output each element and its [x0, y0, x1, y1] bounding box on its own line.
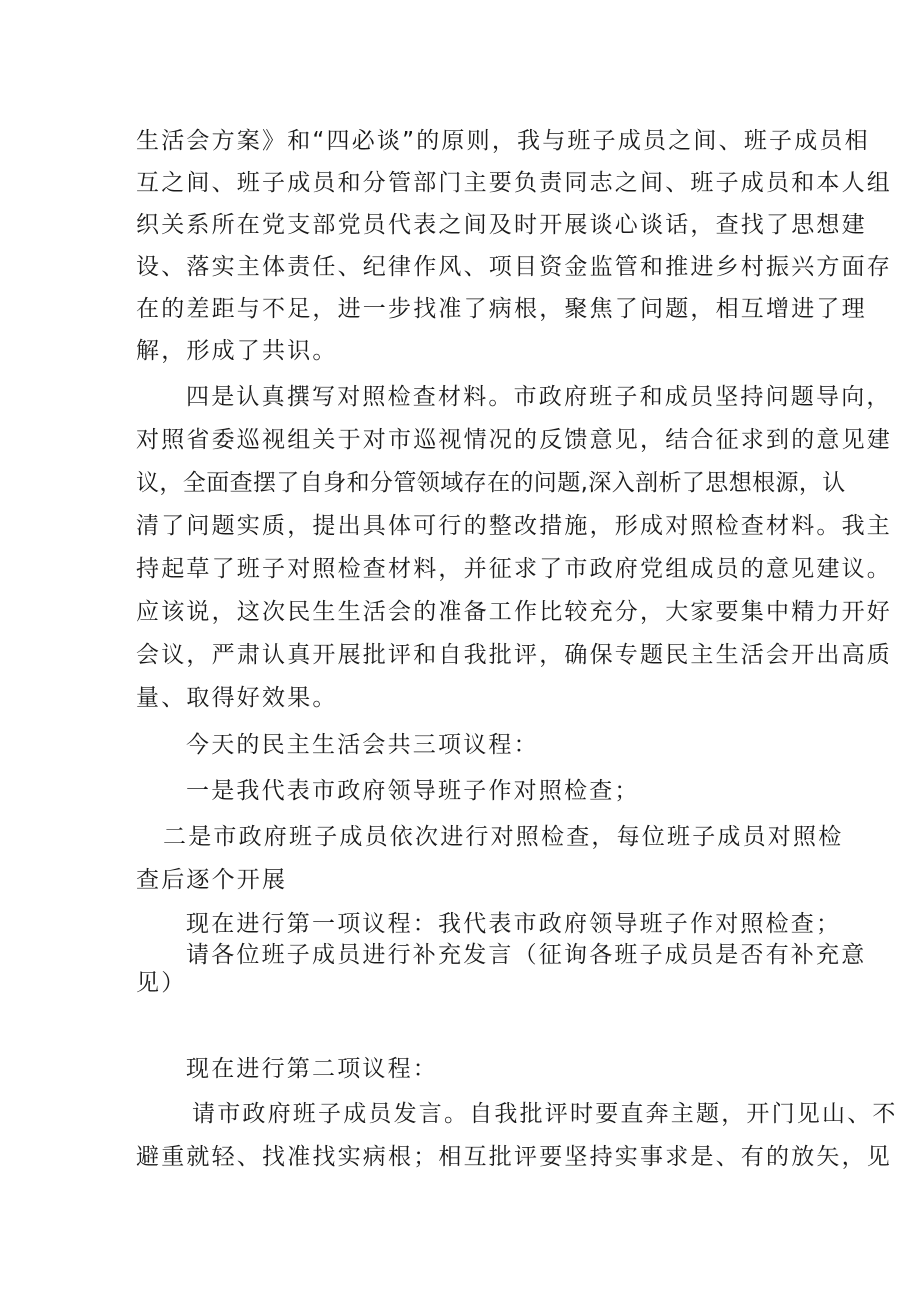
- text-line-20: 请各位班子成员进行补充发言（征询各班子成员是否有补充意: [186, 942, 867, 968]
- text-line-22: 现在进行第二项议程：: [186, 1056, 438, 1082]
- text-line-15: 今天的民主生活会共三项议程：: [186, 732, 539, 758]
- text-line-17: 二是市政府班子成员依次进行对照检查，每位班子成员对照检: [163, 824, 844, 850]
- text-line-7: 四是认真撰写对照检查材料。市政府班子和成员坚持问题导向，: [186, 384, 892, 410]
- text-line-3: 织关系所在党支部党员代表之间及时开展谈心谈话，查找了思想建: [136, 212, 867, 238]
- text-line-23: 请市政府班子成员发言。自我批评时要直奔主题，开门见山、不: [192, 1101, 898, 1127]
- text-line-6: 解，形成了共识。: [136, 338, 338, 364]
- text-line-2: 互之间、班子成员和分管部门主要负责同志之间、班子成员和本人组: [136, 170, 892, 196]
- text-line-5: 在的差距与不足，进一步找准了病根，聚焦了问题，相互增进了理: [136, 296, 867, 322]
- text-line-19: 现在进行第一项议程：我代表市政府领导班子作对照检查；: [186, 911, 842, 937]
- text-line-1: 生活会方案》和“四必谈”的原则，我与班子成员之间、班子成员相: [136, 128, 870, 154]
- text-line-4: 设、落实主体责任、纪律作风、项目资金监管和推进乡村振兴方面存: [136, 254, 892, 280]
- text-line-11: 持起草了班子对照检查材料，并征求了市政府党组成员的意见建议。: [136, 556, 892, 582]
- text-line-13: 会议，严肃认真开展批评和自我批评，确保专题民主生活会开出高质: [136, 642, 892, 668]
- text-line-8: 对照省委巡视组关于对市巡视情况的反馈意见，结合征求到的意见建: [136, 427, 892, 453]
- text-line-16: 一是我代表市政府领导班子作对照检查；: [186, 778, 640, 804]
- text-line-9: 议，全面查摆了自身和分管领域存在的问题,深入剖析了思想根源，认: [136, 470, 846, 496]
- text-line-14: 量、取得好效果。: [136, 685, 338, 711]
- text-line-12: 应该说，这次民生生活会的准备工作比较充分，大家要集中精力开好: [136, 599, 892, 625]
- text-line-21: 见）: [136, 970, 187, 996]
- text-line-24: 避重就轻、找准找实病根；相互批评要坚持实事求是、有的放矢，见: [136, 1144, 892, 1170]
- text-line-10: 清了问题实质，提出具体可行的整改措施，形成对照检查材料。我主: [136, 513, 892, 539]
- text-line-18: 查后逐个开展: [136, 867, 288, 893]
